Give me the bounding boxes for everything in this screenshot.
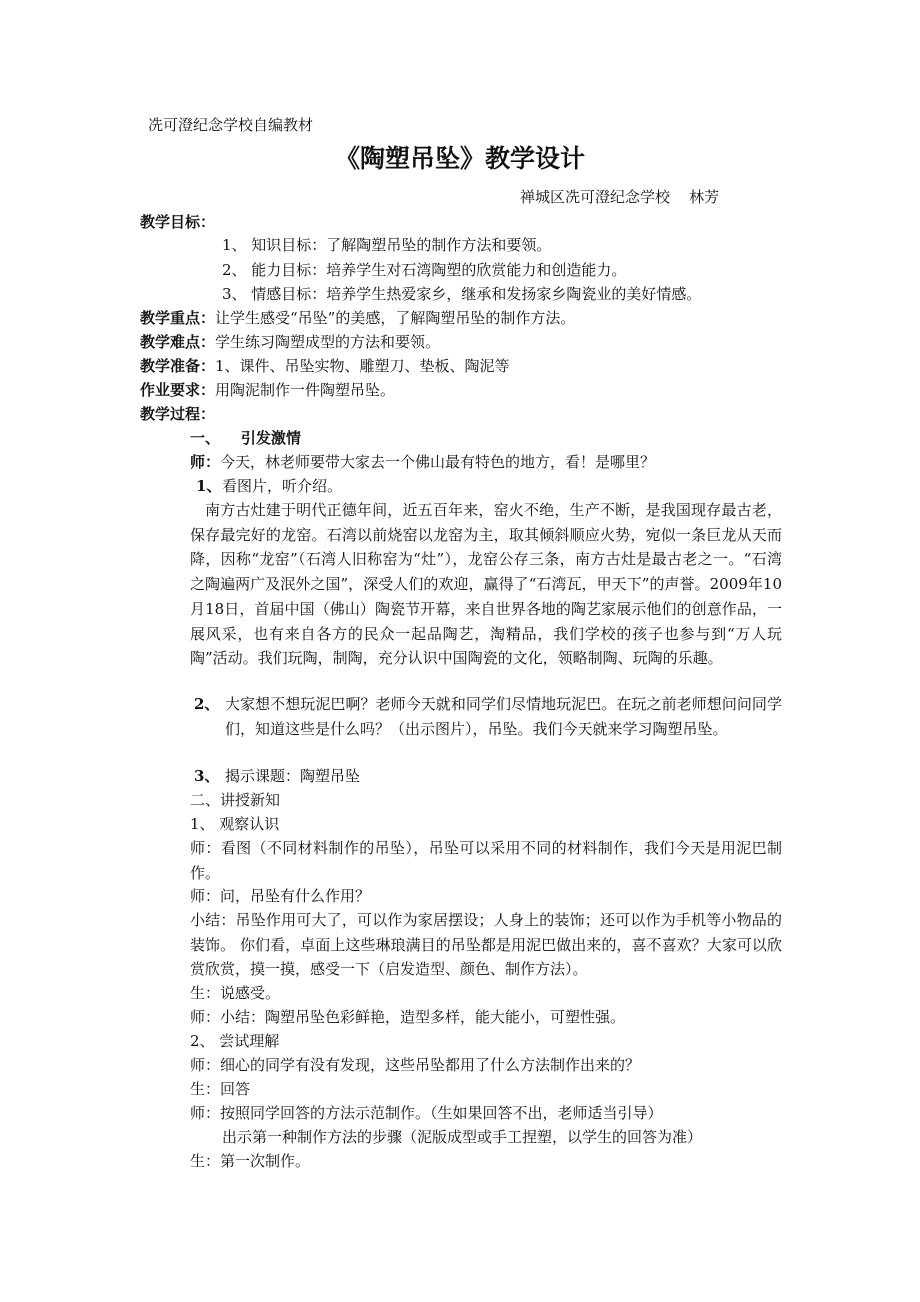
step3-text: 揭示课题：陶塑吊坠	[225, 767, 361, 785]
section2-title: 二、讲授新知	[190, 791, 281, 809]
process-heading: 教学过程：	[140, 405, 216, 423]
question-line: 师：细心的同学有没有发现，这些吊坠都用了什么方法制作出来的？	[190, 1056, 641, 1074]
author-line: 禅城区冼可澄纪念学校 林芳	[520, 188, 720, 206]
homework	[140, 378, 395, 402]
step1-text: 看图片，听介绍。	[222, 477, 343, 495]
difficulty	[140, 330, 440, 354]
step2-number: 2、	[194, 695, 220, 713]
teacher-summary-line: 师：小结：陶塑吊坠色彩鲜艳，造型多样，能大能小，可塑性强。	[190, 1008, 626, 1026]
sub-heading-observe: 1、 观察认识	[190, 815, 280, 833]
goal-item: 1、 知识目标：了解陶塑吊坠的制作方法和要领。	[222, 236, 552, 254]
question-line: 师：问，吊坠有什么作用？	[190, 887, 371, 905]
sub-heading-try: 2、 尝试理解	[190, 1032, 280, 1050]
intro-paragraph: 南方古灶建于明代正德年间，近五百年来，窑火不绝，生产不断，是我国现存最古老，保存最完好的龙窑。石湾以前烧窑以龙窑为主，取其倾斜顺应火势，宛似一条巨龙从天而降，因称“龙窑”（石湾人旧称窑为“灶”），龙窑公存三条，南方古灶是最古老之一。“石湾之陶遍两广及泯外之国”，深受人们的欢迎，赢得了“石湾瓦，甲天下”的声誉。2009年10月18日，首届中国（佛山）陶瓷节开幕，来自世界各地的陶艺家展示他们的创意作品，一展风采，也有来自各方的民众一起品陶艺，淘精品，我们学校的孩子也参与到“万人玩陶”活动。我们玩陶，制陶，充分认识中国陶瓷的文化，领略制陶、玩陶的乐趣。	[190, 501, 782, 668]
header-note: 冼可澄纪念学校自编教材	[148, 116, 314, 134]
difficulty-text: 学生练习陶塑成型的方法和要领。	[215, 333, 441, 351]
teacher-text: 今天，林老师要带大家去一个佛山最有特色的地方，看！是哪里？	[220, 453, 656, 471]
step3-number: 3、	[194, 767, 220, 785]
observe-paragraph: 师：看图（不同材料制作的吊坠），吊坠可以采用不同的材料制作，我们今天是用泥巴制作。	[190, 839, 782, 882]
step1	[196, 474, 342, 498]
goal-item: 3、 情感目标：培养学生热爱家乡，继承和发扬家乡陶瓷业的美好情感。	[222, 285, 702, 303]
preparation	[140, 354, 510, 378]
steps-line: 出示第一种制作方法的步骤（泥版成型或手工捏塑，以学生的回答为准）	[222, 1128, 703, 1146]
difficulty-label: 教学难点：	[140, 333, 216, 351]
goal-item: 2、 能力目标：培养学生对石湾陶塑的欣赏能力和创造能力。	[222, 261, 627, 279]
section1-title: 一、 引发激情	[190, 429, 301, 447]
key-point-label: 教学重点：	[140, 309, 216, 327]
step3	[194, 764, 360, 788]
teacher-line	[190, 450, 655, 474]
preparation-text: 1、课件、吊坠实物、雕塑刀、垫板、陶泥等	[215, 357, 510, 375]
goals-heading: 教学目标：	[140, 213, 216, 231]
first-try-line: 生：第一次制作。	[190, 1152, 311, 1170]
answer-line: 生：回答	[190, 1080, 251, 1098]
teacher-label: 师：	[190, 453, 221, 471]
step1-number: 1、	[196, 477, 222, 495]
student-line: 生：说感受。	[190, 984, 281, 1002]
homework-text: 用陶泥制作一件陶塑吊坠。	[215, 381, 396, 399]
page-title: 《陶塑吊坠》教学设计	[334, 144, 585, 173]
step2-text: 大家想不想玩泥巴啊？老师今天就和同学们尽情地玩泥巴。在玩之前老师想问问同学们，知道这些是什么吗？（出示图片），吊坠。我们今天就来学习陶塑吊坠。	[225, 695, 782, 738]
demo-line: 师：按照同学回答的方法示范制作。（生如果回答不出，老师适当引导）	[190, 1104, 663, 1122]
preparation-label: 教学准备：	[140, 357, 216, 375]
summary-paragraph: 小结：吊坠作用可大了，可以作为家居摆设；人身上的装饰；还可以作为手机等小物品的装饰。 你们看，卓面上这些琳琅满目的吊坠都是用泥巴做出来的，喜不喜欢？大家可以欣赏欣赏，摸一摸，感受一下（启发造型、颜色、制作方法）。	[190, 911, 782, 979]
key-point-text: 让学生感受“吊坠”的美感，了解陶塑吊坠的制作方法。	[215, 309, 576, 327]
homework-label: 作业要求：	[140, 381, 216, 399]
key-point	[140, 306, 575, 330]
